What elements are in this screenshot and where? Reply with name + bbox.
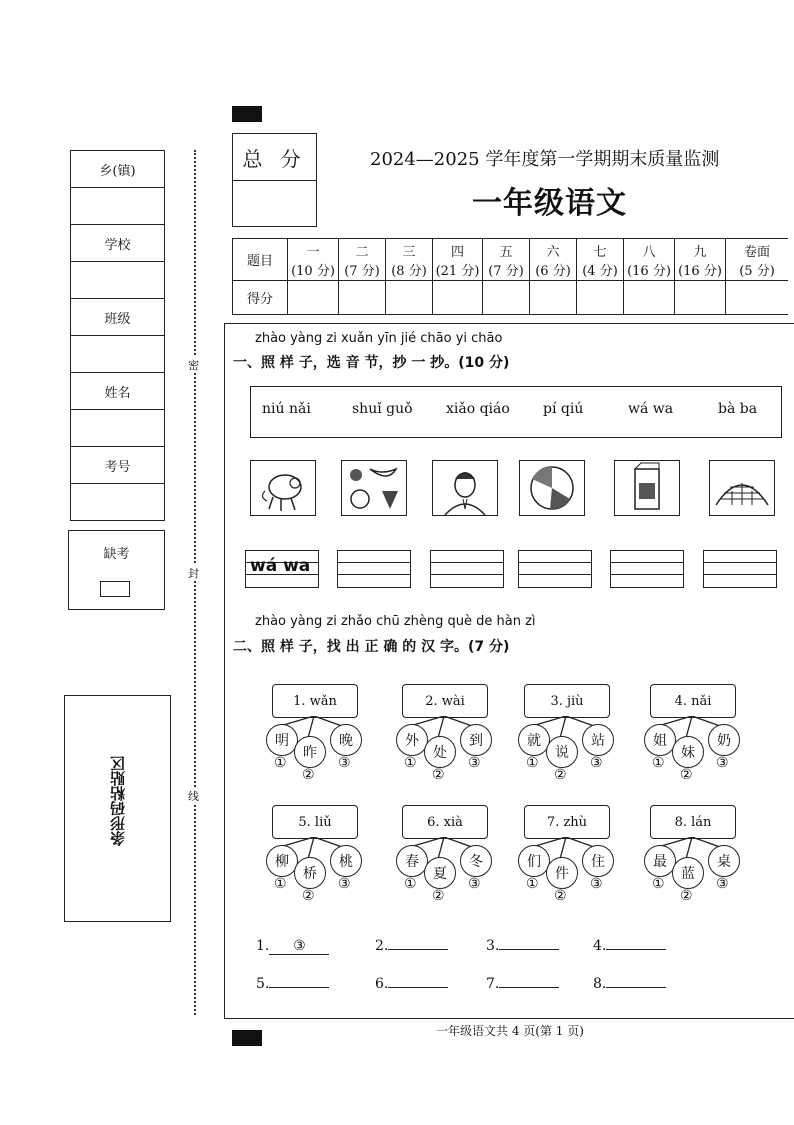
field-input[interactable] (71, 336, 164, 373)
option-number: ③ (590, 876, 603, 892)
char-option[interactable]: 最 (644, 845, 676, 877)
registration-mark (232, 106, 262, 122)
score-col-header: 七 (4 分) (577, 239, 624, 281)
score-col-header: 九 (16 分) (675, 239, 726, 281)
option-number: ① (274, 876, 287, 892)
char-option[interactable]: 蓝 (672, 857, 704, 889)
option-number: ② (554, 888, 567, 904)
total-score-box (232, 133, 317, 227)
option-number: ① (404, 876, 417, 892)
answer-blank[interactable]: 8. (593, 976, 666, 992)
score-cell[interactable] (339, 281, 386, 315)
char-option[interactable]: 昨 (294, 736, 326, 768)
connector-line (314, 837, 342, 847)
score-col-header: 三 (8 分) (386, 239, 433, 281)
field-label: 考号 (71, 447, 164, 484)
q1-title: 一、照 样 子，选 音 节，抄 一 抄。(10 分) (233, 355, 510, 371)
pinyin-label-box: 5. liǔ (272, 805, 358, 839)
field-label: 班级 (71, 299, 164, 336)
page-footer: 一年级语文共 4 页(第 1 页) (436, 1024, 584, 1038)
pinyin-writing-lines[interactable] (610, 550, 684, 588)
score-col-header: 二 (7 分) (339, 239, 386, 281)
answer-blank[interactable]: 1. ③ (256, 938, 329, 955)
answer-blank[interactable]: 3. (486, 938, 559, 954)
score-row-label: 得分 (233, 281, 288, 315)
score-col-header: 卷面 (5 分) (726, 239, 789, 281)
option-number: ① (652, 876, 665, 892)
syllable: niú nǎi (262, 401, 311, 417)
option-number: ① (274, 755, 287, 771)
pinyin-label-box: 7. zhù (524, 805, 610, 839)
char-option[interactable]: 晚 (330, 724, 362, 756)
answer-blank[interactable]: 7. (486, 976, 559, 992)
connector-line (444, 716, 472, 726)
score-row-label: 题目 (233, 239, 288, 281)
char-option[interactable]: 桃 (330, 845, 362, 877)
char-option[interactable]: 件 (546, 857, 578, 889)
answer-blank[interactable]: 2. (375, 938, 448, 954)
option-number: ② (554, 767, 567, 783)
option-number: ③ (468, 876, 481, 892)
connector-line (308, 716, 314, 738)
score-cell[interactable] (483, 281, 530, 315)
ball-picture (519, 460, 585, 516)
score-col-header: 五 (7 分) (483, 239, 530, 281)
option-number: ③ (716, 755, 729, 771)
field-label: 学校 (71, 225, 164, 262)
option-number: ② (680, 767, 693, 783)
pinyin-label-box: 6. xià (402, 805, 488, 839)
syllable: pí qiú (543, 401, 584, 417)
option-number: ③ (590, 755, 603, 771)
char-option[interactable]: 说 (546, 736, 578, 768)
char-option[interactable]: 外 (396, 724, 428, 756)
milk-box-picture (614, 460, 680, 516)
option-number: ② (302, 888, 315, 904)
q1-pinyin: zhào yàng zi xuǎn yīn jié chāo yi chāo (255, 331, 503, 346)
score-cell[interactable] (577, 281, 624, 315)
connector-line (692, 716, 720, 726)
char-option[interactable]: 冬 (460, 845, 492, 877)
subject-title: 一年级语文 (472, 186, 627, 221)
char-option[interactable]: 桌 (708, 845, 740, 877)
pig-toy-picture (250, 460, 316, 516)
score-cell[interactable] (726, 281, 789, 315)
q2-pinyin: zhào yàng zi zhǎo chū zhèng què de hàn zì (255, 614, 536, 629)
pinyin-writing-lines[interactable] (430, 550, 504, 588)
example-answer: wá wa (250, 556, 311, 576)
connector-line (686, 837, 692, 859)
char-option[interactable]: 处 (424, 736, 456, 768)
connector-line (308, 837, 314, 859)
syllable: xiǎo qiáo (446, 401, 510, 417)
connector-line (438, 837, 444, 859)
syllable: wá wa (628, 401, 674, 417)
score-cell[interactable] (288, 281, 339, 315)
father-picture (432, 460, 498, 516)
char-option[interactable]: 柳 (266, 845, 298, 877)
bridge-picture (709, 460, 775, 516)
score-cell[interactable] (386, 281, 433, 315)
q2-title: 二、照 样 子，找 出 正 确 的 汉 字。(7 分) (233, 639, 510, 655)
total-score-input[interactable] (233, 181, 316, 225)
char-option[interactable]: 妹 (672, 736, 704, 768)
char-option[interactable]: 住 (582, 845, 614, 877)
connector-line (314, 716, 342, 726)
field-input[interactable] (71, 262, 164, 299)
score-col-header: 四 (21 分) (433, 239, 483, 281)
fruit-picture (341, 460, 407, 516)
connector-line (560, 716, 566, 738)
total-label: 总 分 (233, 134, 316, 181)
student-info-box (70, 150, 165, 521)
connector-line (444, 837, 472, 847)
char-option[interactable]: 春 (396, 845, 428, 877)
registration-mark (232, 1030, 262, 1046)
seal-line (194, 150, 196, 1015)
score-col-header: 一 (10 分) (288, 239, 339, 281)
connector-line (560, 837, 566, 859)
option-number: ② (302, 767, 315, 783)
answer-blank[interactable]: 6. (375, 976, 448, 992)
char-option[interactable]: 奶 (708, 724, 740, 756)
score-cell[interactable] (675, 281, 726, 315)
pinyin-label-box: 2. wài (402, 684, 488, 718)
barcode-label: 条形码粘贴区 (109, 756, 127, 846)
option-number: ③ (338, 755, 351, 771)
field-input[interactable] (71, 484, 164, 520)
pinyin-writing-lines[interactable] (245, 550, 319, 588)
char-option[interactable]: 到 (460, 724, 492, 756)
score-cell[interactable] (530, 281, 577, 315)
score-col-header: 八 (16 分) (624, 239, 675, 281)
char-option[interactable]: 桥 (294, 857, 326, 889)
option-number: ① (404, 755, 417, 771)
barcode-area (64, 695, 171, 922)
absent-label: 缺考 (103, 547, 130, 562)
connector-line (686, 716, 692, 738)
char-option[interactable]: 就 (518, 724, 550, 756)
pinyin-label-box: 4. nǎi (650, 684, 736, 718)
connector-line (566, 716, 594, 726)
char-option[interactable]: 们 (518, 845, 550, 877)
syllable: bà ba (718, 401, 758, 417)
connector-line (692, 837, 720, 847)
option-number: ③ (716, 876, 729, 892)
absent-box (68, 530, 165, 610)
char-option[interactable]: 站 (582, 724, 614, 756)
seal-char: 封 (188, 567, 199, 580)
score-col-header: 六 (6 分) (530, 239, 577, 281)
option-number: ② (432, 767, 445, 783)
char-option[interactable]: 夏 (424, 857, 456, 889)
option-number: ③ (338, 876, 351, 892)
field-label: 姓名 (71, 373, 164, 410)
char-option[interactable]: 明 (266, 724, 298, 756)
option-number: ③ (468, 755, 481, 771)
syllable-box (250, 386, 782, 438)
pinyin-label-box: 8. lán (650, 805, 736, 839)
score-cell[interactable] (624, 281, 675, 315)
field-input[interactable] (71, 188, 164, 225)
answer-blank[interactable]: 4. (593, 938, 666, 954)
option-number: ② (680, 888, 693, 904)
answer-blank[interactable]: 5. (256, 976, 329, 992)
option-number: ① (652, 755, 665, 771)
option-number: ② (432, 888, 445, 904)
field-input[interactable] (71, 410, 164, 447)
pinyin-writing-lines[interactable] (337, 550, 411, 588)
exam-title: 2024—2025 学年度第一学期期末质量监测 (370, 149, 720, 170)
answer-value: ③ (269, 938, 329, 955)
field-label: 乡(镇) (71, 151, 164, 188)
score-table (232, 238, 788, 315)
score-cell[interactable] (433, 281, 483, 315)
seal-char: 密 (188, 359, 199, 372)
char-option[interactable]: 姐 (644, 724, 676, 756)
connector-line (438, 716, 444, 738)
pinyin-label-box: 1. wǎn (272, 684, 358, 718)
connector-line (566, 837, 594, 847)
option-number: ① (526, 755, 539, 771)
option-number: ① (526, 876, 539, 892)
pinyin-label-box: 3. jiù (524, 684, 610, 718)
pinyin-writing-lines[interactable] (703, 550, 777, 588)
seal-char: 线 (188, 790, 199, 803)
pinyin-writing-lines[interactable] (518, 550, 592, 588)
absent-checkbox[interactable] (100, 581, 130, 597)
syllable: shuǐ guǒ (352, 401, 413, 417)
